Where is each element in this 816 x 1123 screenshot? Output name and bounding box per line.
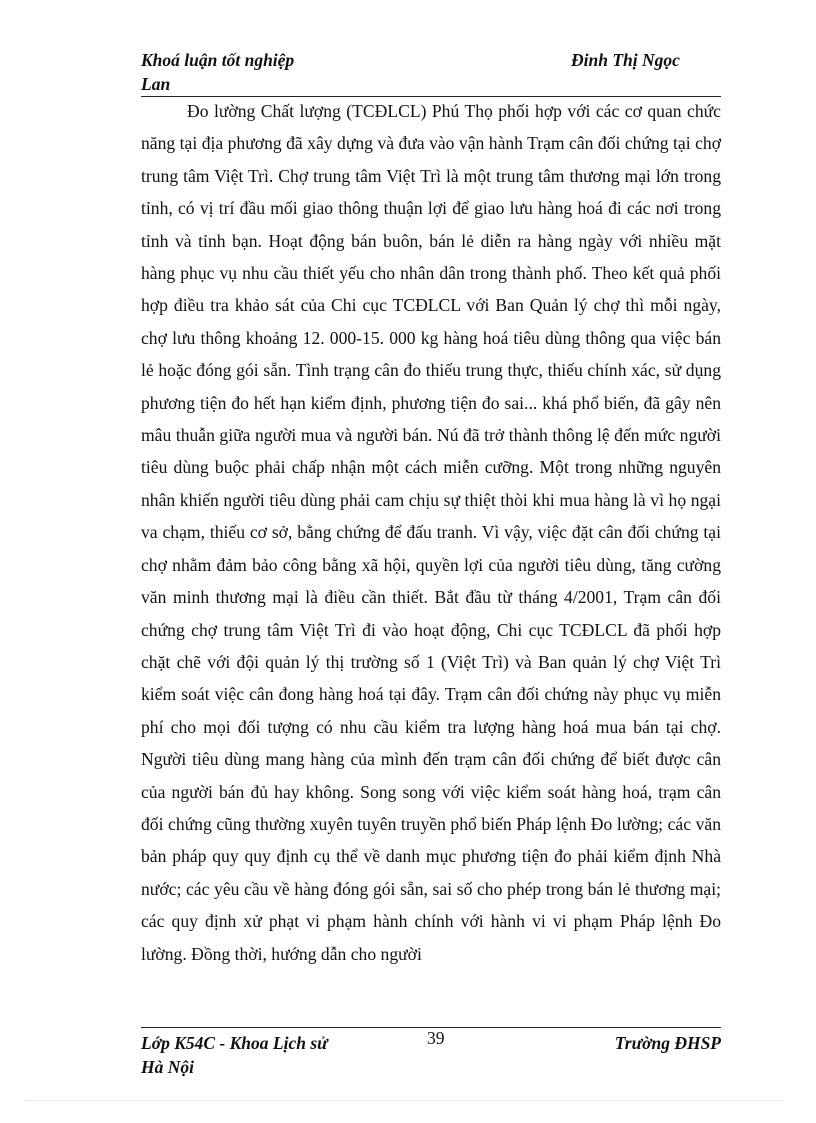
footer-class-faculty: Lớp K54C - Khoa Lịch sử bbox=[141, 1033, 328, 1053]
header-thesis-title: Khoá luận tốt nghiệp bbox=[141, 50, 295, 70]
body-paragraph: Đo lường Chất lượng (TCĐLCL) Phú Thọ phối hợp với các cơ quan chức năng tại địa phương đã xây dựng và đưa vào vận hành Trạm cân đối chứng tại chợ trung tâm Việt Trì. Chợ trung tâm Việt Trì là một trung tâm thương mại lớn trong tỉnh, có vị trí đầu mối giao thông thuận lợi để giao lưu hàng hoá đi các nơi trong tỉnh và tỉnh bạn. Hoạt động bán buôn, bán lẻ diễn ra hàng ngày với nhiều mặt hàng phục vụ nhu cầu thiết yếu cho nhân dân trong thành phố. Theo kết quả phối hợp điều tra khảo sát của Chi cục TCĐLCL với Ban Quản lý chợ thì mỗi ngày, chợ lưu thông khoảng 12. 000-15. 000 kg hàng hoá tiêu dùng thông qua việc bán lẻ hoặc đóng gói sẵn. Tình trạng cân đo thiếu trung thực, thiếu chính xác, sử dụng phương tiện đo hết hạn kiểm định, phương tiện đo sai... khá phổ biến, đã gây nên mâu thuẫn giữa người mua và người bán. Nú đã trở thành thông lệ đến mức người tiêu dùng buộc phải chấp nhận một cách miễn cưỡng. Một trong những nguyên nhân khiến người tiêu dùng phải cam chịu sự thiệt thòi khi mua hàng là vì họ ngại va chạm, thiếu cơ sở, bằng chứng để đấu tranh. Vì vậy, việc đặt cân đối chứng tại chợ nhằm đảm bảo công bằng xã hội, quyền lợi của người tiêu dùng, tăng cường văn minh thương mại là điều cần thiết. Bắt đầu từ tháng 4/2001, Trạm cân đối chứng chợ trung tâm Việt Trì đi vào hoạt động, Chi cục TCĐLCL đã phối hợp chặt chẽ với đội quản lý thị trường số 1 (Việt Trì) và Ban quản lý chợ Việt Trì kiểm soát việc cân đong hàng hoá tại đây. Trạm cân đối chứng này phục vụ miễn phí cho mọi đối tượng có nhu cầu kiểm tra lượng hàng hoá mua bán tại chợ. Người tiêu dùng mang hàng của mình đến trạm cân đối chứng để biết được cân của người bán đủ hay không. Song song với việc kiểm soát hàng hoá, trạm cân đối chứng cũng thường xuyên tuyên truyền phổ biến Pháp lệnh Đo lường; các văn bản pháp quy quy định cụ thể về danh mục phương tiện đo phải kiểm định Nhà nước; các yêu cầu về hàng đóng gói sẵn, sai số cho phép trong bán lẻ thương mại; các quy định xử phạt vi phạm hành chính với hành vi vi phạm Pháp lệnh Đo lường. Đồng thời, hướng dẫn cho người bbox=[141, 101, 721, 964]
page-header bbox=[141, 48, 721, 98]
header-author-name: Đinh Thị Ngọc bbox=[571, 50, 680, 70]
footer-university: Trường ĐHSP bbox=[614, 1033, 721, 1053]
footer-city: Hà Nội bbox=[141, 1057, 194, 1077]
page-number: 39 bbox=[427, 1028, 445, 1048]
page-footer bbox=[141, 1029, 721, 1081]
page-bottom-dotted-border bbox=[24, 1100, 784, 1101]
header-author-name-continued: Lan bbox=[141, 74, 171, 94]
